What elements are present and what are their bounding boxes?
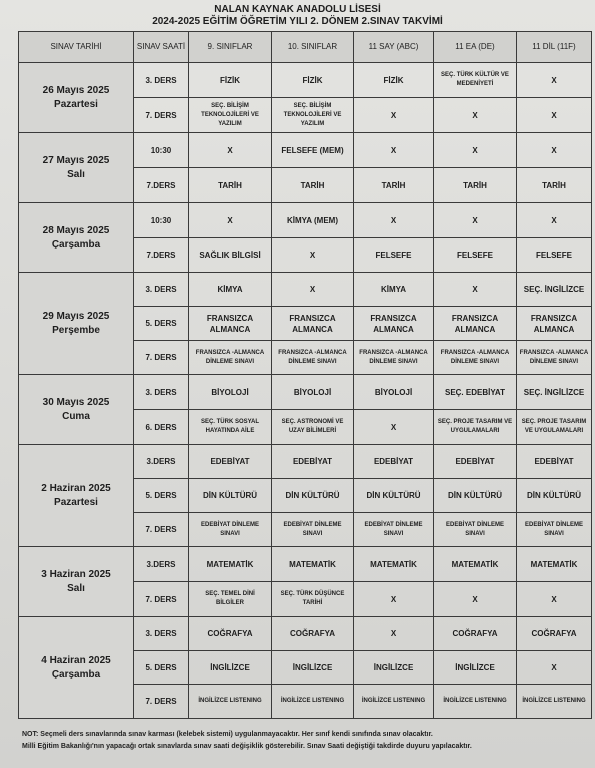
exam-date-cell bbox=[19, 133, 134, 203]
exam-subject-cell: FRANSIZCA -ALMANCA DİNLEME SINAVI bbox=[517, 341, 592, 375]
exam-subject-cell: X bbox=[434, 273, 517, 307]
exam-period: 7.DERS bbox=[134, 238, 189, 273]
exam-weekday: Çarşamba bbox=[51, 238, 101, 250]
exam-subject-cell: X bbox=[354, 582, 434, 617]
exam-subject-cell: İNGİLİZCE bbox=[434, 651, 517, 685]
exam-period: 5. DERS bbox=[134, 651, 189, 685]
exam-weekday: Pazartesi bbox=[54, 496, 98, 508]
exam-subject-cell: FELSEFE bbox=[517, 238, 592, 273]
exam-subject-cell: FELSEFE bbox=[434, 238, 517, 273]
table-row bbox=[19, 617, 592, 651]
col-header-11dil: 11 DİL (11F) bbox=[517, 32, 592, 63]
exam-subject-cell: X bbox=[517, 203, 592, 238]
exam-subject-cell: EDEBİYAT bbox=[189, 445, 272, 479]
exam-period: 10:30 bbox=[134, 203, 189, 238]
exam-date: 4 Haziran 2025 bbox=[41, 654, 111, 666]
exam-subject-cell: X bbox=[434, 98, 517, 133]
exam-subject-cell: MATEMATİK bbox=[354, 547, 434, 582]
exam-date: 28 Mayıs 2025 bbox=[42, 224, 110, 236]
exam-subject-cell: TARİH bbox=[517, 168, 592, 203]
exam-subject-cell: İNGİLİZCE LISTENING bbox=[434, 685, 517, 719]
exam-period: 6. DERS bbox=[134, 410, 189, 445]
exam-subject-cell: SEÇ. PROJE TASARIM VE UYGULAMALARI bbox=[517, 410, 592, 445]
table-row bbox=[19, 203, 592, 238]
exam-period: 7. DERS bbox=[134, 582, 189, 617]
exam-subject-cell: FELSEFE (MEM) bbox=[272, 133, 354, 168]
exam-subject-cell: İNGİLİZCE LISTENING bbox=[189, 685, 272, 719]
exam-subject-cell: KİMYA (MEM) bbox=[272, 203, 354, 238]
exam-date: 26 Mayıs 2025 bbox=[42, 84, 110, 96]
exam-subject-cell: SEÇ. İNGİLİZCE bbox=[517, 273, 592, 307]
exam-subject-cell: X bbox=[434, 582, 517, 617]
exam-subject-cell: COĞRAFYA bbox=[434, 617, 517, 651]
exam-subject-cell: SEÇ. ASTRONOMİ VE UZAY BİLİMLERİ bbox=[272, 410, 354, 445]
exam-subject-cell: MATEMATİK bbox=[189, 547, 272, 582]
exam-subject-cell: MATEMATİK bbox=[434, 547, 517, 582]
exam-subject-cell: X bbox=[517, 63, 592, 98]
exam-subject-cell: SEÇ. TÜRK KÜLTÜR VE MEDENİYETİ bbox=[434, 63, 517, 98]
col-header-date: SINAV TARİHİ bbox=[19, 32, 134, 63]
exam-period: 5. DERS bbox=[134, 479, 189, 513]
exam-period: 3. DERS bbox=[134, 375, 189, 410]
exam-subject-cell: SEÇ. BİLİŞİM TEKNOLOJİLERİ VE YAZILIM bbox=[189, 98, 272, 133]
document-subtitle: 2024-2025 EĞİTİM ÖĞRETİM YILI 2. DÖNEM 2.SINAV TAKVİMİ bbox=[152, 16, 443, 27]
footnote-line-1: NOT: Seçmeli ders sınavlarında sınav karması (kelebek sistemi) uygulanmayacaktır. Her sınıf kendi sınıfında sınav olacaktır. bbox=[22, 731, 433, 738]
exam-subject-cell: X bbox=[272, 273, 354, 307]
exam-subject-cell: BİYOLOJİ bbox=[354, 375, 434, 410]
exam-date: 27 Mayıs 2025 bbox=[42, 154, 110, 166]
exam-subject-cell: TARİH bbox=[272, 168, 354, 203]
exam-schedule-table bbox=[18, 31, 592, 719]
exam-subject-cell: X bbox=[517, 98, 592, 133]
exam-subject-cell: X bbox=[354, 410, 434, 445]
exam-date: 29 Mayıs 2025 bbox=[42, 310, 110, 322]
exam-subject-cell: DİN KÜLTÜRÜ bbox=[272, 479, 354, 513]
exam-subject-cell: FRANSIZCA -ALMANCA DİNLEME SINAVI bbox=[272, 341, 354, 375]
exam-date: 3 Haziran 2025 bbox=[41, 568, 111, 580]
exam-subject-cell: X bbox=[434, 203, 517, 238]
exam-subject-cell: X bbox=[189, 133, 272, 168]
exam-subject-cell: FRANSIZCA -ALMANCA DİNLEME SINAVI bbox=[189, 341, 272, 375]
exam-subject-cell: MATEMATİK bbox=[517, 547, 592, 582]
exam-subject-cell: X bbox=[517, 582, 592, 617]
exam-subject-cell: FİZİK bbox=[189, 63, 272, 98]
exam-period: 3.DERS bbox=[134, 445, 189, 479]
exam-subject-cell: FRANSIZCA ALMANCA bbox=[434, 307, 517, 341]
exam-period: 7.DERS bbox=[134, 168, 189, 203]
exam-weekday: Perşembe bbox=[52, 324, 100, 336]
exam-date-cell bbox=[19, 273, 134, 375]
exam-date-cell bbox=[19, 375, 134, 445]
exam-subject-cell: SEÇ. BİLİŞİM TEKNOLOJİLERİ VE YAZILIM bbox=[272, 98, 354, 133]
exam-date-cell bbox=[19, 203, 134, 273]
exam-subject-cell: İNGİLİZCE LISTENING bbox=[272, 685, 354, 719]
exam-subject-cell: EDEBİYAT bbox=[517, 445, 592, 479]
exam-weekday: Cuma bbox=[62, 410, 90, 422]
exam-period: 7. DERS bbox=[134, 341, 189, 375]
exam-subject-cell: FELSEFE bbox=[354, 238, 434, 273]
exam-subject-cell: İNGİLİZCE LISTENING bbox=[517, 685, 592, 719]
exam-subject-cell: X bbox=[189, 203, 272, 238]
exam-date: 30 Mayıs 2025 bbox=[42, 396, 110, 408]
header-row bbox=[19, 32, 592, 63]
exam-subject-cell: İNGİLİZCE bbox=[354, 651, 434, 685]
exam-period: 3. DERS bbox=[134, 273, 189, 307]
exam-period: 10:30 bbox=[134, 133, 189, 168]
col-header-grade9: 9. SINIFLAR bbox=[189, 32, 272, 63]
exam-subject-cell: BİYOLOJİ bbox=[189, 375, 272, 410]
exam-subject-cell: EDEBİYAT bbox=[354, 445, 434, 479]
exam-subject-cell: FRANSIZCA ALMANCA bbox=[517, 307, 592, 341]
exam-subject-cell: TARİH bbox=[434, 168, 517, 203]
exam-subject-cell: DİN KÜLTÜRÜ bbox=[434, 479, 517, 513]
exam-subject-cell: DİN KÜLTÜRÜ bbox=[517, 479, 592, 513]
exam-period: 3. DERS bbox=[134, 63, 189, 98]
exam-subject-cell: X bbox=[354, 133, 434, 168]
exam-subject-cell: İNGİLİZCE LISTENING bbox=[354, 685, 434, 719]
table-row bbox=[19, 375, 592, 410]
table-row bbox=[19, 63, 592, 98]
exam-weekday: Salı bbox=[67, 168, 85, 180]
exam-period: 7. DERS bbox=[134, 98, 189, 133]
exam-subject-cell: TARİH bbox=[354, 168, 434, 203]
exam-subject-cell: COĞRAFYA bbox=[189, 617, 272, 651]
table-row bbox=[19, 273, 592, 307]
exam-subject-cell: EDEBİYAT bbox=[434, 445, 517, 479]
col-header-grade10: 10. SINIFLAR bbox=[272, 32, 354, 63]
exam-date-cell bbox=[19, 445, 134, 547]
exam-subject-cell: EDEBİYAT DİNLEME SINAVI bbox=[354, 513, 434, 547]
exam-subject-cell: FİZİK bbox=[272, 63, 354, 98]
exam-subject-cell: X bbox=[354, 98, 434, 133]
table-row bbox=[19, 133, 592, 168]
footnote-line-2: Milli Eğitim Bakanlığı'nın yapacağı ortak sınavlarda sınav saati değişiklik gösterebilir. Sınav Saati değiştiği takdirde duyuru yapılacaktır. bbox=[22, 743, 472, 750]
exam-weekday: Salı bbox=[67, 582, 85, 594]
exam-subject-cell: FRANSIZCA ALMANCA bbox=[189, 307, 272, 341]
exam-date-cell bbox=[19, 63, 134, 133]
col-header-time: SINAV SAATİ bbox=[134, 32, 189, 63]
exam-subject-cell: SEÇ. İNGİLİZCE bbox=[517, 375, 592, 410]
exam-period: 7. DERS bbox=[134, 685, 189, 719]
exam-subject-cell: COĞRAFYA bbox=[272, 617, 354, 651]
exam-subject-cell: DİN KÜLTÜRÜ bbox=[354, 479, 434, 513]
exam-subject-cell: SAĞLIK BİLGİSİ bbox=[189, 238, 272, 273]
exam-weekday: Pazartesi bbox=[54, 98, 98, 110]
exam-subject-cell: EDEBİYAT DİNLEME SINAVI bbox=[517, 513, 592, 547]
schedule-body bbox=[19, 63, 592, 719]
exam-period: 5. DERS bbox=[134, 307, 189, 341]
col-header-11say: 11 SAY (ABC) bbox=[354, 32, 434, 63]
exam-date-cell bbox=[19, 617, 134, 719]
exam-subject-cell: FİZİK bbox=[354, 63, 434, 98]
exam-subject-cell: EDEBİYAT DİNLEME SINAVI bbox=[434, 513, 517, 547]
exam-subject-cell: X bbox=[434, 133, 517, 168]
exam-subject-cell: EDEBİYAT DİNLEME SINAVI bbox=[189, 513, 272, 547]
exam-subject-cell: DİN KÜLTÜRÜ bbox=[189, 479, 272, 513]
exam-period: 3. DERS bbox=[134, 617, 189, 651]
exam-subject-cell: KİMYA bbox=[189, 273, 272, 307]
table-row bbox=[19, 445, 592, 479]
exam-subject-cell: İNGİLİZCE bbox=[272, 651, 354, 685]
exam-date: 2 Haziran 2025 bbox=[41, 482, 111, 494]
exam-subject-cell: KİMYA bbox=[354, 273, 434, 307]
exam-subject-cell: EDEBİYAT bbox=[272, 445, 354, 479]
exam-subject-cell: FRANSIZCA -ALMANCA DİNLEME SINAVI bbox=[434, 341, 517, 375]
exam-subject-cell: SEÇ. TÜRK DÜŞÜNCE TARİHİ bbox=[272, 582, 354, 617]
exam-subject-cell: X bbox=[517, 651, 592, 685]
exam-subject-cell: SEÇ. PROJE TASARIM VE UYGULAMALARI bbox=[434, 410, 517, 445]
exam-subject-cell: FRANSIZCA ALMANCA bbox=[354, 307, 434, 341]
exam-subject-cell: İNGİLİZCE bbox=[189, 651, 272, 685]
table-row bbox=[19, 547, 592, 582]
exam-subject-cell: X bbox=[517, 133, 592, 168]
exam-weekday: Çarşamba bbox=[51, 668, 101, 680]
exam-subject-cell: X bbox=[354, 617, 434, 651]
exam-subject-cell: TARİH bbox=[189, 168, 272, 203]
exam-period: 7. DERS bbox=[134, 513, 189, 547]
school-name: NALAN KAYNAK ANADOLU LİSESİ bbox=[214, 4, 381, 15]
exam-subject-cell: EDEBİYAT DİNLEME SINAVI bbox=[272, 513, 354, 547]
exam-period: 3.DERS bbox=[134, 547, 189, 582]
exam-subject-cell: SEÇ. EDEBİYAT bbox=[434, 375, 517, 410]
exam-date-cell bbox=[19, 547, 134, 617]
exam-subject-cell: X bbox=[354, 203, 434, 238]
exam-subject-cell: FRANSIZCA ALMANCA bbox=[272, 307, 354, 341]
exam-subject-cell: SEÇ. TEMEL DİNİ BİLGİLER bbox=[189, 582, 272, 617]
exam-subject-cell: SEÇ. TÜRK SOSYAL HAYATINDA AİLE bbox=[189, 410, 272, 445]
exam-subject-cell: FRANSIZCA -ALMANCA DİNLEME SINAVI bbox=[354, 341, 434, 375]
col-header-11ea: 11 EA (DE) bbox=[434, 32, 517, 63]
exam-subject-cell: COĞRAFYA bbox=[517, 617, 592, 651]
exam-subject-cell: X bbox=[272, 238, 354, 273]
exam-subject-cell: MATEMATİK bbox=[272, 547, 354, 582]
exam-subject-cell: BİYOLOJİ bbox=[272, 375, 354, 410]
